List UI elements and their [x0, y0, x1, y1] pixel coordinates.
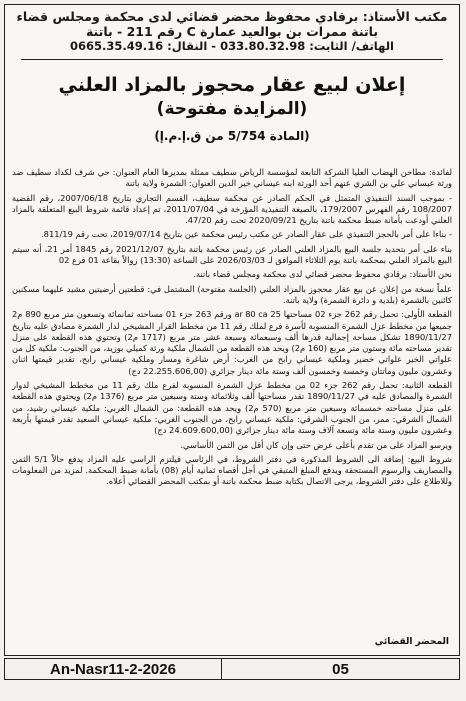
phone-label: الهاتف/ الثابت:	[309, 39, 394, 53]
paragraph-sale-session: بناء على أمر بتحديد جلسة البيع بالمزاد العلني الصادر عن رئيس محكمة باتنة بتاريخ 2021/12/07 رقم 1845 أمر 21، أنه سيتم البيع بالمزاد العلني بمحكمة باتنة يوم الثلاثاء الموافق لـ 2026/03/03 على الساعة (13:30) زوالاً بقاعة 01 فرع 02	[12, 243, 452, 266]
mobile-label: - النقال:	[167, 39, 217, 53]
announcement-page	[4, 4, 460, 656]
announcement-title: إعلان لبيع عقار محجوز بالمزاد العلني	[58, 74, 406, 96]
paragraph-property-intro: علماً نسخة من إعلان عن بيع عقار محجوز بالمزاد العلني (الجلسة مفتوحة) المشتمل في: قطعتين أرضيتين مشيد عليهما مسكنين كائنين بالشمرة (بلدية و دائرة الشمرة) ولاية باتنة.	[12, 283, 452, 305]
office-name: مكتب الأستاذ: برقادي محفوظ محضر قضائي لدى محكمة ومجلس قضاء	[16, 9, 448, 24]
paragraph-plot-two: القطعة الثانية: تحمل رقم 262 جزء 02 من مخطط عزل الشمرة المنسوبة لفرع ملك رقم 11 من مخطط المشيخي لدوار الشمرة والمصادق عليه في 1890/11/27 تقدر مساحتها ألف وثلاثمائة وستة وسبعين متر مربع (1376 م2) ويحتوي هذه القطعة على منزل مساحته خمسمائة وسبعين متر مربع (570 م2) ويحد هذه القطعة: من الشمال الغربي: ملكية عيساني رشيد، من الشمال الشرقي: ممر، من الجنوب الشرقي: ملكية عيساني رابح، من الجنوب الغربي: ملكية عيساني السعيد تقدر قيمتها بأربعة وعشرون مليون وستة مائة وتسعة آلاف وستة مائة دينار جزائري (24.609.600,00 دج)	[12, 380, 453, 436]
legal-article: (المادة 5/754 من ق.إ.م.إ)	[154, 129, 310, 143]
office-address: باتنة ممرات بن بوالعيد عمارة C رقم 211 - باتنة	[85, 24, 379, 39]
paragraph-highest-bid: ويرسو المزاد على من تقدم بأعلى عرض حتى وإن كان أقل من الثمن الأساسي.	[180, 439, 452, 450]
office-phones	[5, 39, 459, 54]
publication-date: An-Nasr11-2-2026	[4, 658, 222, 680]
paragraph-title-deed: - بموجب السند التنفيذي المتمثل في الحكم الصادر عن محكمة سطيف، القسم التجاري بتاريخ 2007/06/18، رقم القضية 108/2007 رقم الفهرس 179/2007، بالصيغة التنفيذية المؤرخة في 2011/07/04، تم إعداد قائمة شروط البيع المتعلقة بالمزاد العلني أودعت بأمانة ضبط محكمة باتنة بتاريخ 2020/09/21 تحت رقم 47/20.	[12, 192, 453, 226]
phone-mobile: 0665.35.49.16	[70, 39, 164, 53]
paragraph-plot-one: القطعة الأولى: تحمل رقم 262 جزء 02 مساحتها 25 ar 80 ca ورقم 263 جزء 01 مساحته ثمانمائة وتسعون متر مربع 890 م2 جميعها من مخطط عزل الشمرة المنسوبة لأسرة فرع لملك رقم 11 من مخطط القرار المشيخي لدار الشمرة مصادق عليه بتاريخ 1890/11/27 تشكل مساحة إجمالية قدرها ألف وسبعمائة وسبعة عشر متر مربع (1717 م2) وتحتوي هذه القطعة على منزل تقدير مساحته مائة وستون متر مربع (160 م2) ويحد هذه القطعة من الشمال ملكية ورثة كميلي بوزيد، من الجنوب: ملكية كل من علواتي الخير علواتي خضير وملكية عيساني رابح من الغرب: أرض شاغرة ومسار وملكية عيساني رابح، تقدير قيمتها اثنان وعشرون مليون وماتتان وخمسة وخمسون ألف وستة مائة دينار جزائري (22.255.606,00 دج)	[12, 309, 452, 376]
phone-fixed: 033.80.32.98	[220, 39, 306, 53]
paragraph-bailiff: نحن الأستاذ: برقادي محفوظ محضر قضائي لدى محكمة ومجلس قضاء باتنة.	[193, 269, 452, 280]
announcement-subtitle: (المزايدة مفتوحة)	[156, 99, 308, 119]
paragraph-creditor: لفائدة: مطاحن الهضاب العليا الشركة التابعة لمؤسسة الرياض سطيف ممثلة بمديرها العام العنوان: حي شرف لكداد سطيف ضد ورثة عيساني علي بن الشري عنهم أحد الورثة ابنه عيساني خير الدين العنوان: الشمرة ولاية باتنة	[12, 167, 452, 189]
paragraph-seizure-order: - بناءا على أمر بالحجز التنفيذي على عقار الصادر عن مكتب رئيس محكمة عين بتاريخ 2019/07/14، تحت رقم 811/19.	[41, 229, 452, 240]
page-number: 05	[222, 658, 460, 680]
newspaper-footer	[4, 658, 460, 680]
paragraph-sale-conditions: شروط البيع: إضافة الى الشروط المذكورة في دفتر الشروط، في الرئاسي فيلتزم الراسي عليه المزاد يدفع حالاً 5/1 الثمن والمصاريف والرسوم المستحقة ويدفع المبلغ المتبقي في أجل أقصاه ثمانية أيام (08) بأمانة ضبط المحكمة. لمزيد من المعلومات وللاطلاع على دفتر الشروط، يرجى الاتصال بكتابة ضبط محكمة باتنة أو بمكتب المحضر القضائي أعلاه.	[12, 453, 452, 487]
signature: المحضر القضائي	[374, 637, 449, 647]
announcement-body	[12, 167, 452, 491]
header-divider	[21, 59, 443, 60]
office-header	[5, 5, 459, 54]
